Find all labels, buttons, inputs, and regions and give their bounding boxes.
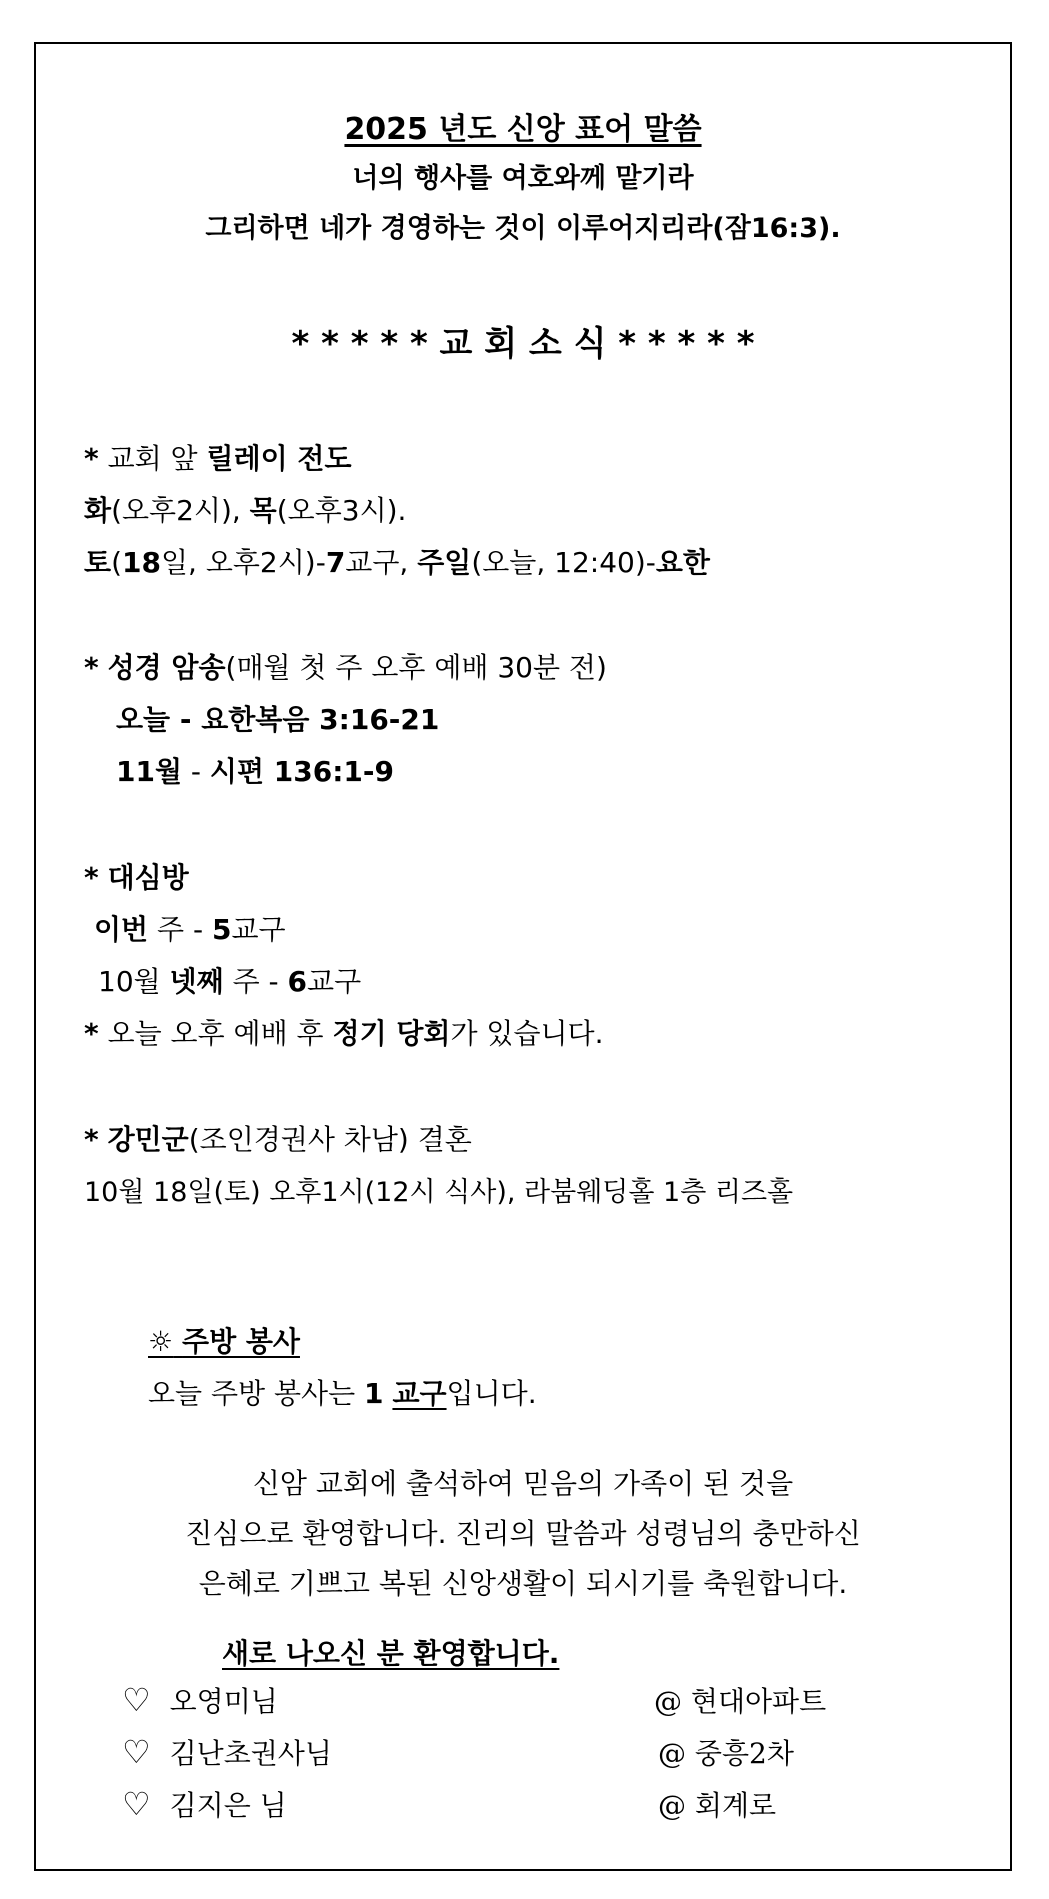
memorization-november: 11월 - 시편 136:1-9 bbox=[116, 755, 394, 788]
welcome-paragraph-line3: 은혜로 기쁘고 복된 신앙생활이 되시기를 축원합니다. bbox=[198, 1567, 848, 1600]
list-item-place: @ 현대아파트 bbox=[654, 1685, 827, 1718]
kitchen-service-text: 오늘 주방 봉사는 1 교구입니다. bbox=[148, 1377, 537, 1410]
welcome-paragraph-line1: 신암 교회에 출석하여 믿음의 가족이 된 것을 bbox=[252, 1467, 794, 1500]
newcomer-welcome-heading: 새로 나오신 분 환영합니다. bbox=[222, 1637, 560, 1670]
bullet: * bbox=[84, 1123, 99, 1156]
list-item-place: @ 회계로 bbox=[658, 1789, 777, 1822]
bullet: * bbox=[84, 442, 99, 475]
list-item: ♡ 김지은 님 bbox=[122, 1785, 287, 1823]
relay-schedule-line2: 토(18일, 오후2시)-7교구, 주일(오늘, 12:40)-요한 bbox=[84, 546, 710, 579]
visit-this-week: 이번 주 - 5교구 bbox=[94, 913, 286, 946]
motto-verse-line1: 너의 행사를 여호와께 맡기라 bbox=[352, 163, 694, 194]
bible-memorization-title: * 성경 암송(매월 첫 주 오후 예배 30분 전) bbox=[84, 651, 607, 684]
heart-icon: ♡ bbox=[122, 1681, 151, 1719]
pastoral-visit-title: * 대심방 bbox=[84, 861, 189, 894]
bullet: * bbox=[84, 1017, 99, 1050]
motto-title: 2025 년도 신앙 표어 말씀 bbox=[344, 112, 702, 147]
relay-evangelism-title: * 교회 앞 릴레이 전도 bbox=[84, 442, 352, 475]
church-news-header: * * * * * 교 회 소 식 * * * * * bbox=[291, 324, 755, 364]
welcome-paragraph-line2: 진심으로 환영합니다. 진리의 말씀과 성령님의 충만하신 bbox=[185, 1517, 861, 1550]
wedding-detail: 10월 18일(토) 오후1시(12시 식사), 라붐웨딩홀 1층 리즈홀 bbox=[84, 1177, 794, 1208]
bullet: * bbox=[84, 651, 99, 684]
bullet: * bbox=[84, 861, 99, 894]
sun-icon: ☼ bbox=[148, 1325, 174, 1358]
kitchen-service-title: ☼ 주방 봉사 bbox=[148, 1325, 300, 1358]
relay-schedule-line1: 화(오후2시), 목(오후3시). bbox=[84, 494, 407, 527]
list-item: ♡ 김난초권사님 bbox=[122, 1733, 332, 1771]
memorization-today: 오늘 - 요한복음 3:16-21 bbox=[116, 703, 440, 736]
heart-icon: ♡ bbox=[122, 1785, 151, 1823]
heart-icon: ♡ bbox=[122, 1733, 151, 1771]
visit-october-4th-week: 10월 넷째 주 - 6교구 bbox=[98, 965, 362, 998]
session-meeting-notice: * 오늘 오후 예배 후 정기 당회가 있습니다. bbox=[84, 1017, 604, 1050]
motto-verse-line2: 그리하면 네가 경영하는 것이 이루어지리라(잠16:3). bbox=[205, 213, 841, 244]
list-item-place: @ 중흥2차 bbox=[658, 1737, 794, 1770]
bulletin-page bbox=[34, 42, 1012, 1871]
wedding-title: * 강민군(조인경권사 차남) 결혼 bbox=[84, 1123, 472, 1156]
list-item: ♡ 오영미님 bbox=[122, 1681, 278, 1719]
